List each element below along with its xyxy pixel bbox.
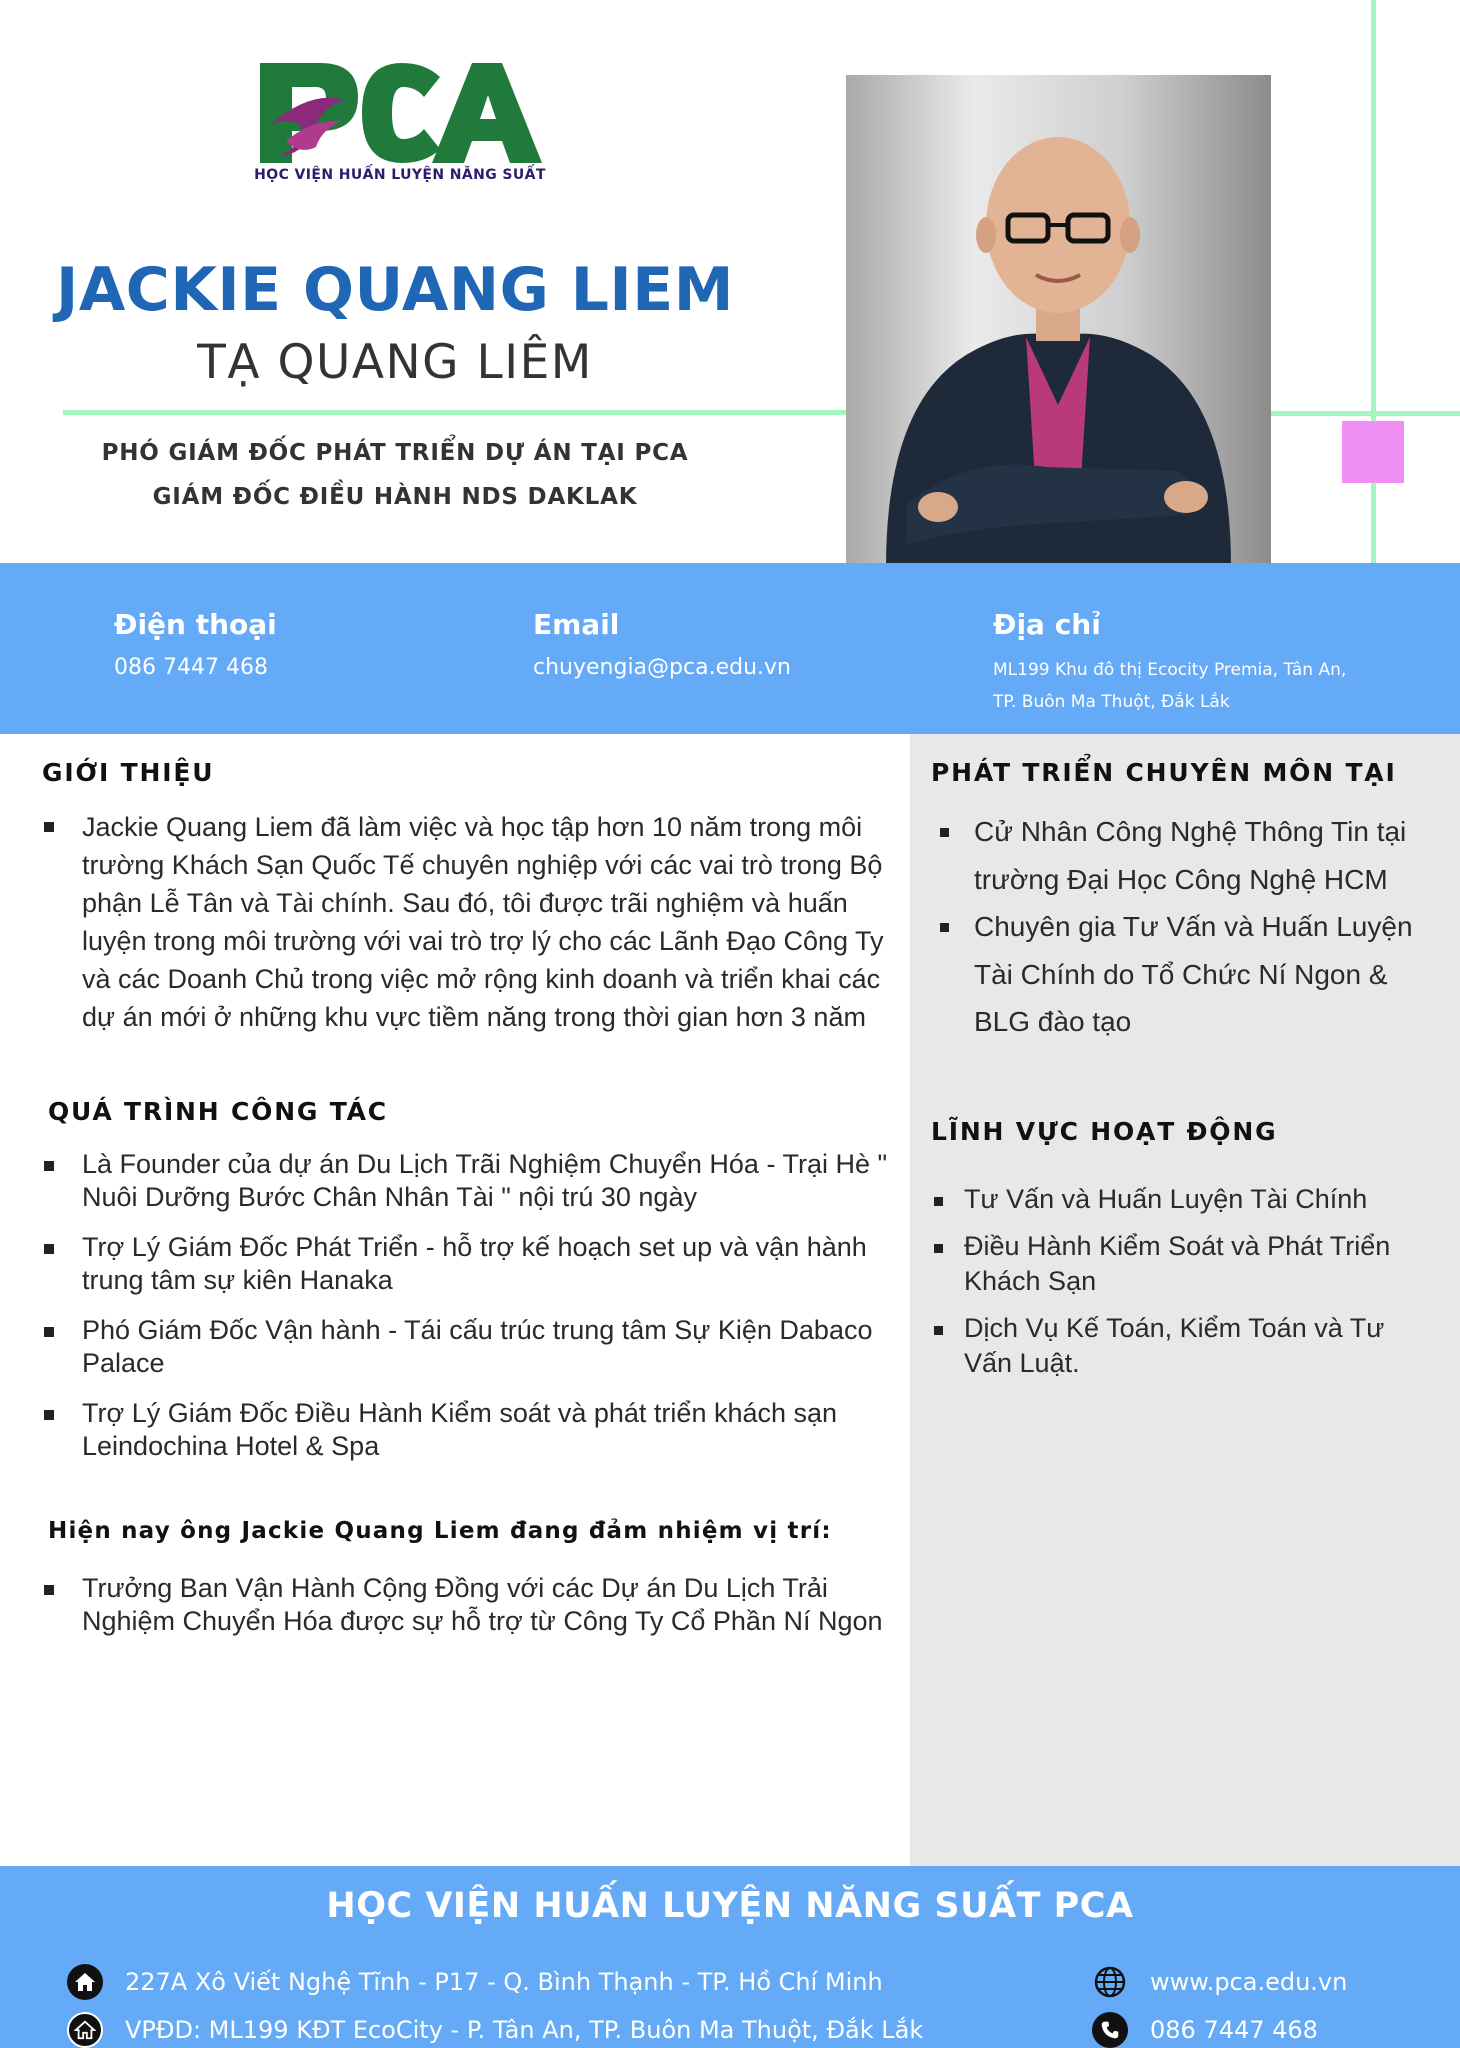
work-history-list xyxy=(42,1148,902,1480)
list-item: Cử Nhân Công Nghệ Thông Tin tại trường Đại Học Công Nghệ HCM xyxy=(938,808,1418,903)
list-item: Trợ Lý Giám Đốc Điều Hành Kiểm soát và phát triển khách sạn Leindochina Hotel & Spa xyxy=(42,1397,902,1463)
list-item: Tư Vấn và Huấn Luyện Tài Chính xyxy=(932,1182,1422,1217)
role-title-1: PHÓ GIÁM ĐỐC PHÁT TRIỂN DỰ ÁN TẠI PCA xyxy=(101,440,689,466)
list-item: Trưởng Ban Vận Hành Cộng Đồng với các Dự án Du Lịch Trải Nghiệm Chuyển Hóa được sự hỗ trợ từ Công Ty Cổ Phần Ní Ngon xyxy=(42,1572,922,1638)
role-title-2: GIÁM ĐỐC ĐIỀU HÀNH NDS DAKLAK xyxy=(152,484,638,510)
work-history-heading: QUÁ TRÌNH CÔNG TÁC xyxy=(48,1097,388,1126)
development-heading: PHÁT TRIỂN CHUYÊN MÔN TẠI xyxy=(931,758,1397,787)
intro-heading: GIỚI THIỆU xyxy=(42,758,215,787)
list-item: Là Founder của dự án Du Lịch Trãi Nghiệm Chuyển Hóa - Trại Hè " Nuôi Dưỡng Bước Chân Nhân Tài " nội trú 30 ngày xyxy=(42,1148,902,1214)
footer-address-2 xyxy=(67,2012,923,2048)
list-item: Điều Hành Kiểm Soát và Phát Triển Khách Sạn xyxy=(932,1229,1422,1299)
home-icon xyxy=(67,1964,103,2000)
list-item: Chuyên gia Tư Vấn và Huấn Luyện Tài Chính do Tổ Chức Ní Ngon & BLG đào tạo xyxy=(938,903,1418,1046)
footer xyxy=(0,1866,1460,2048)
website-link[interactable]: www.pca.edu.vn xyxy=(1150,1968,1348,1996)
decorative-horizontal-line-left xyxy=(63,410,848,415)
pca-logo xyxy=(250,55,550,190)
fields-list xyxy=(932,1182,1422,1393)
name-english: JACKIE QUANG LIEM xyxy=(56,255,734,325)
email-label: Email xyxy=(533,608,620,641)
address-line-1: ML199 Khu đô thị Ecocity Premia, Tân An, xyxy=(993,660,1347,680)
contact-band xyxy=(0,563,1460,734)
name-vietnamese: TẠ QUANG LIÊM xyxy=(197,335,593,390)
current-position-heading: Hiện nay ông Jackie Quang Liem đang đảm nhiệm vị trí: xyxy=(48,1518,832,1544)
list-item: Jackie Quang Liem đã làm việc và học tập hơn 10 năm trong môi trường Khách Sạn Quốc Tế chuyên nghiệp với các vai trò trong Bộ phận Lễ Tân và Tài chính. Sau đó, tôi được trãi nghiệm và huấn luyện trong môi trường với vai trò trợ lý cho các Lãnh Đạo Công Ty và các Doanh Chủ trong việc mở rộng kinh doanh và triển khai các dự án mới ở những khu vực tiềm năng trong thời gian hơn 3 năm xyxy=(42,808,887,1036)
footer-address-1-text: 227A Xô Viết Nghệ Tĩnh - P17 - Q. Bình Thạnh - TP. Hồ Chí Minh xyxy=(125,1968,883,1996)
decorative-pink-square xyxy=(1342,421,1404,483)
portrait-photo xyxy=(846,75,1271,567)
list-item: Dịch Vụ Kế Toán, Kiểm Toán và Tư Vấn Luật. xyxy=(932,1311,1422,1381)
intro-list xyxy=(42,808,887,1036)
phone-label: Điện thoại xyxy=(114,608,277,641)
current-position-list xyxy=(42,1572,922,1638)
address-label: Địa chỉ xyxy=(993,608,1101,641)
decorative-horizontal-line-right xyxy=(1270,411,1460,416)
home-icon xyxy=(67,2012,103,2048)
footer-title: HỌC VIỆN HUẤN LUYỆN NĂNG SUẤT PCA xyxy=(326,1886,1134,1926)
footer-phone-text[interactable]: 086 7447 468 xyxy=(1150,2016,1318,2044)
globe-icon xyxy=(1092,1964,1128,2000)
fields-heading: LĨNH VỰC HOẠT ĐỘNG xyxy=(931,1117,1278,1146)
footer-address-1 xyxy=(67,1964,883,2000)
phone-value[interactable]: 086 7447 468 xyxy=(114,655,268,680)
email-value[interactable]: chuyengia@pca.edu.vn xyxy=(533,655,791,680)
list-item: Trợ Lý Giám Đốc Phát Triển - hỗ trợ kế hoạch set up và vận hành trung tâm sự kiên Hanaka xyxy=(42,1231,902,1297)
phone-icon xyxy=(1092,2012,1128,2048)
development-list xyxy=(938,808,1418,1046)
address-line-2: TP. Buôn Ma Thuột, Đắk Lắk xyxy=(993,692,1230,712)
pca-logo-mark xyxy=(250,55,550,165)
list-item: Phó Giám Đốc Vận hành - Tái cấu trúc trung tâm Sự Kiện Dabaco Palace xyxy=(42,1314,902,1380)
footer-address-2-text: VPĐD: ML199 KĐT EcoCity - P. Tân An, TP. Buôn Ma Thuột, Đắk Lắk xyxy=(125,2016,924,2044)
footer-website[interactable] xyxy=(1092,1964,1347,2000)
logo-subtitle: HỌC VIỆN HUẤN LUYỆN NĂNG SUẤT xyxy=(254,167,546,183)
footer-phone[interactable] xyxy=(1092,2012,1318,2048)
